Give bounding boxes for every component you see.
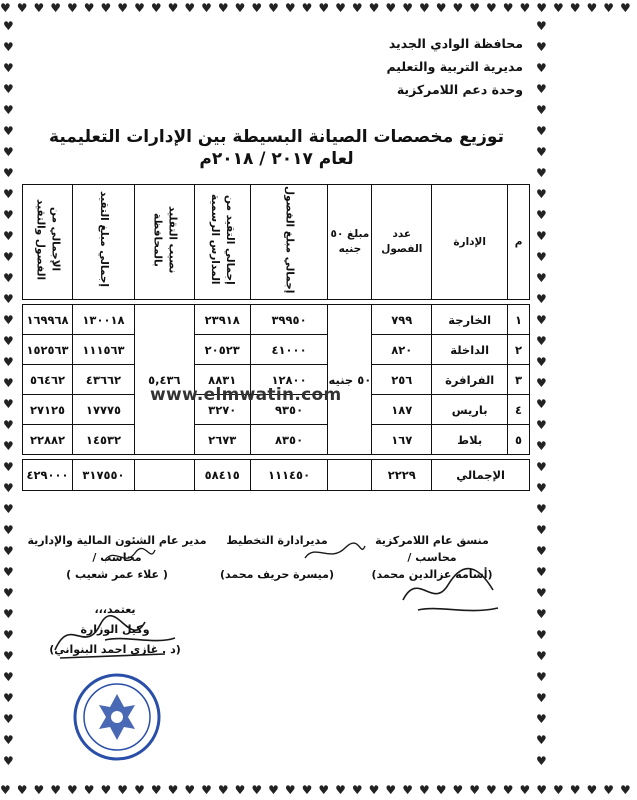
coordinator-accountant: محاسب / (407, 551, 457, 564)
total-restriction-total: ٣١٧٥٥٠ (73, 460, 135, 491)
cell-index: ٥ (508, 425, 530, 455)
header-classes-total (250, 185, 328, 300)
cell-restriction-total: ١٣٠٠١٨ (73, 305, 135, 335)
cell-restriction-total: ٤٣٦٦٢ (73, 365, 135, 395)
directorate-label: مديرية التربية والتعليم (386, 59, 523, 74)
table-row (23, 335, 530, 365)
header-share (134, 185, 194, 300)
table-total-row (23, 460, 530, 491)
title-line-1: توزيع مخصصات الصيانة البسيطة بين الإدارات التعليمية (49, 127, 504, 147)
approval-name: (د . غازي احمد البنواني) (49, 643, 181, 656)
cell-classes-total: ١٢٨٠٠ (250, 365, 328, 395)
cell-grand-total: ١٥٢٥٦٣ (23, 335, 73, 365)
cell-classes: ٨٢٠ (372, 335, 432, 365)
cell-grand-total: ٢٧١٢٥ (23, 395, 73, 425)
header-restriction-total-text: إجمالي مبلغ التقيد (97, 191, 110, 288)
cell-schools-total: ٢٠٥٢٣ (194, 335, 250, 365)
planning-name: (ميسرة حريف محمد) (219, 568, 334, 581)
document-title (0, 126, 553, 170)
header-grand-total-text: الإجمالي من الفصول والتقيد (34, 198, 62, 281)
official-seal-icon (72, 672, 162, 762)
cell-admin: الخارجة (432, 305, 508, 335)
finance-accountant: محاسب / (92, 551, 142, 564)
cell-grand-total: ١٦٩٩٦٨ (23, 305, 73, 335)
approval-title: وكيل الوزارة (80, 623, 150, 636)
cell-classes: ٧٩٩ (372, 305, 432, 335)
header-share-text: نصيب التقليد بالمحافظة (151, 205, 179, 274)
cell-index: ٢ (508, 335, 530, 365)
cell-classes-total: ٩٣٥٠ (250, 395, 328, 425)
website-watermark: www.elmwatin.com (150, 385, 342, 405)
header-admin: الإدارة (432, 185, 508, 300)
finance-name: ( علاء عمر شعيب ) (66, 568, 168, 581)
coordinator-title: منسق عام اللامركزية (375, 534, 489, 547)
cell-admin: بلاط (432, 425, 508, 455)
total-grand-total: ٤٢٩٠٠٠ (23, 460, 73, 491)
coordinator-name: (أسامة عزالدين محمد) (371, 568, 493, 581)
total-classes: ٢٢٢٩ (372, 460, 432, 491)
header-schools-total (194, 185, 250, 300)
header-schools-total-text: إجمالي التقيد من المدارس الرسمية (209, 194, 237, 285)
document-header (386, 32, 523, 101)
cell-grand-total: ٢٢٨٨٢ (23, 425, 73, 455)
cell-admin: الفرافرة (432, 365, 508, 395)
handwritten-signature-coordinator (398, 560, 508, 620)
cell-index: ٤ (508, 395, 530, 425)
total-amount-empty (328, 460, 372, 491)
cell-share: ٥,٤٣٦ (134, 305, 194, 455)
header-amount: مبلغ ٥٠ جنيه (328, 185, 372, 300)
approval-label: يعتمد،،، (94, 603, 136, 616)
total-schools-total: ٥٨٤١٥ (194, 460, 250, 491)
cell-schools-total: ٢٣٩١٨ (194, 305, 250, 335)
heart-border-left: ♥♥♥♥♥♥♥♥♥♥♥♥♥♥♥♥♥♥♥♥♥♥♥♥♥♥♥♥♥♥♥♥♥♥♥♥ (3, 19, 14, 768)
planning-title: مديرادارة التخطيط (226, 534, 328, 547)
cell-classes: ٢٥٦ (372, 365, 432, 395)
governorate-label: محافظة الوادي الجديد (388, 36, 523, 51)
cell-restriction-total: ١١١٥٦٣ (73, 335, 135, 365)
table-row (23, 305, 530, 335)
total-label: الإجمالي (432, 460, 530, 491)
title-line-2: لعام ٢٠١٧ / ٢٠١٨م (199, 149, 354, 169)
cell-index: ٣ (508, 365, 530, 395)
total-classes-total: ١١١٤٥٠ (250, 460, 328, 491)
heart-border-top: ♥♥♥♥♥♥♥♥♥♥♥♥♥♥♥♥♥♥♥♥♥♥♥♥♥♥♥♥♥♥♥♥♥♥♥♥♥♥ (0, 1, 637, 15)
cell-grand-total: ٥٦٤٦٢ (23, 365, 73, 395)
header-restriction-total (73, 185, 135, 300)
cell-restriction-total: ١٤٥٣٢ (73, 425, 135, 455)
header-classes: عدد الفصول (372, 185, 432, 300)
heart-border-right: ♥♥♥♥♥♥♥♥♥♥♥♥♥♥♥♥♥♥♥♥♥♥♥♥♥♥♥♥♥♥♥♥♥♥♥♥ (536, 19, 547, 768)
cell-index: ١ (508, 305, 530, 335)
handwritten-signature-planning (300, 538, 370, 568)
table-header-row (23, 185, 530, 300)
cell-amount: ٥٠ جنيه (328, 305, 372, 455)
cell-schools-total: ٢٦٧٣ (194, 425, 250, 455)
cell-admin: الداخلة (432, 335, 508, 365)
handwritten-signature-finance (100, 545, 160, 570)
cell-admin: باريس (432, 395, 508, 425)
heart-border-bottom: ♥♥♥♥♥♥♥♥♥♥♥♥♥♥♥♥♥♥♥♥♥♥♥♥♥♥♥♥♥♥♥♥♥♥♥♥♥♥ (0, 783, 637, 797)
header-grand-total (23, 185, 73, 300)
cell-schools-total: ٨٨٣١ (194, 365, 250, 395)
unit-label: وحدة دعم اللامركزية (396, 82, 523, 97)
total-share-empty (134, 460, 194, 491)
allocation-table (22, 184, 530, 491)
cell-classes-total: ٤١٠٠٠ (250, 335, 328, 365)
handwritten-signature-undersecretary (45, 610, 185, 665)
header-classes-total-text: إجمالي مبلغ الفصول (283, 185, 296, 294)
cell-classes-total: ٣٩٩٥٠ (250, 305, 328, 335)
cell-schools-total: ٣٢٧٠ (194, 395, 250, 425)
cell-restriction-total: ١٧٧٧٥ (73, 395, 135, 425)
header-index: م (508, 185, 530, 300)
cell-classes-total: ٨٣٥٠ (250, 425, 328, 455)
cell-classes: ١٨٧ (372, 395, 432, 425)
finance-title: مدير عام الشئون المالية والإدارية (27, 534, 207, 547)
cell-classes: ١٦٧ (372, 425, 432, 455)
table-row (23, 425, 530, 455)
